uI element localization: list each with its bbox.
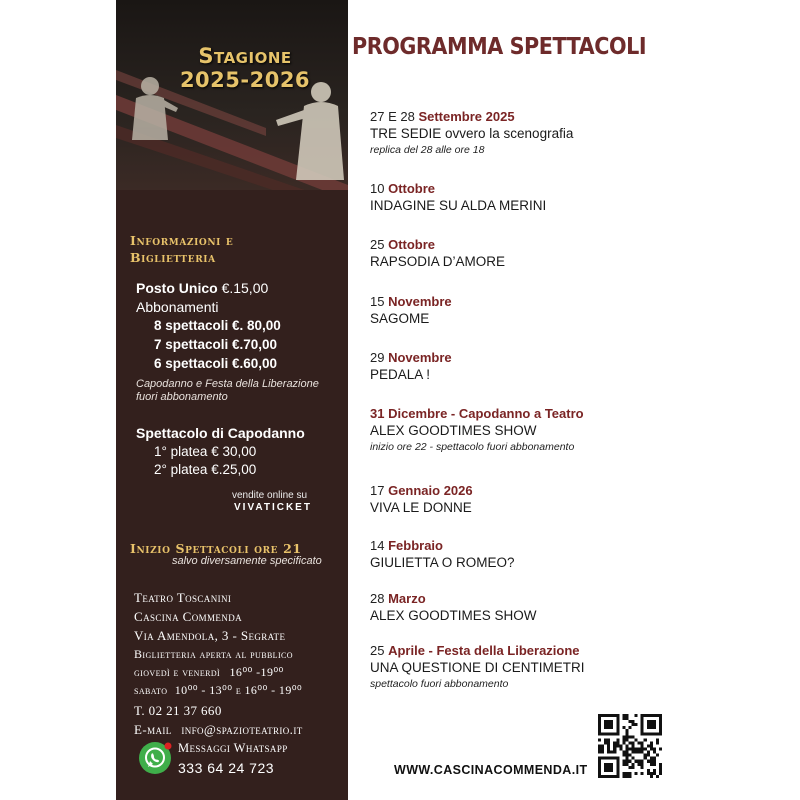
program-title: PROGRAMMA SPETTACOLI (352, 34, 647, 60)
event-item (370, 642, 680, 692)
season-line2: 2025-2026 (179, 68, 311, 92)
event-title: TRE SEDIE ovvero la scenografia (370, 126, 574, 141)
event-day: 25 (370, 237, 389, 252)
event-note: replica del 28 alle ore 18 (370, 144, 485, 156)
box-office-hours-label: Biglietteria aperta al pubblico (134, 647, 293, 661)
info-heading (130, 232, 233, 266)
event-date (370, 180, 680, 197)
hours-thu-fri (134, 665, 284, 680)
event-date (370, 537, 680, 554)
event-title: VIVA LE DONNE (370, 500, 472, 515)
event-day: 10 (370, 181, 389, 196)
venue-name: Cascina Commenda (134, 609, 242, 624)
event-month: Ottobre (388, 237, 436, 252)
abbonamento-8: 8 spettacoli €. 80,00 (154, 318, 281, 333)
email-label: E-mail (134, 722, 172, 737)
vivaticket-logo: VIVATICKET (234, 502, 312, 513)
event-month: Gennaio 2026 (388, 483, 473, 498)
event-title: SAGOME (370, 311, 430, 326)
posto-unico (136, 280, 268, 296)
posto-unico-label: Posto Unico (136, 280, 218, 296)
event-title: UNA QUESTIONE DI CENTIMETRI (370, 660, 585, 675)
event-date (370, 293, 680, 310)
address: Via Amendola, 3 - Segrate (134, 628, 286, 643)
event-title: INDAGINE SU ALDA MERINI (370, 198, 547, 213)
abbonamento-note-1: Capodanno e Festa della Liberazione (136, 378, 319, 390)
event-item (370, 482, 680, 517)
event-title: ALEX GOODTIMES SHOW (370, 423, 537, 438)
hours-sat (134, 683, 302, 698)
event-day: 17 (370, 483, 389, 498)
website-link[interactable]: WWW.CASCINACOMMENDA.IT (394, 763, 588, 777)
event-date (370, 405, 680, 422)
event-month: Ottobre (388, 181, 436, 196)
event-month: Novembre (388, 350, 452, 365)
email-row (134, 722, 303, 738)
event-title: ALEX GOODTIMES SHOW (370, 608, 537, 623)
program-panel (348, 0, 684, 800)
event-item (370, 108, 680, 158)
event-month: 31 Dicembre - Capodanno a Teatro (370, 406, 584, 421)
event-item (370, 349, 680, 384)
event-item (370, 293, 680, 328)
event-month: Novembre (388, 294, 452, 309)
event-month: Aprile - Festa della Liberazione (388, 643, 580, 658)
event-date (370, 108, 680, 125)
event-item (370, 405, 680, 455)
event-day: 28 (370, 591, 389, 606)
event-title: GIULIETTA O ROMEO? (370, 555, 515, 570)
event-date (370, 349, 680, 366)
hours-thu-fri-label: giovedì e venerdì (134, 665, 221, 679)
qr-code[interactable] (598, 714, 662, 778)
info-sidebar (116, 0, 348, 800)
abbonamento-7: 7 spettacoli €.70,00 (154, 337, 278, 352)
email-link[interactable]: info@spazioteatrio.it (181, 722, 303, 737)
vendite-online-label: vendite online su (232, 490, 308, 501)
abbonamento-note-2: fuori abbonamento (136, 391, 228, 403)
event-item (370, 590, 680, 625)
abbonamento-6: 6 spettacoli €.60,00 (154, 356, 278, 371)
event-date (370, 590, 680, 607)
season-banner (116, 0, 348, 190)
platea-1-price: 1° platea € 30,00 (154, 444, 257, 459)
abbonamenti-label: Abbonamenti (136, 299, 219, 315)
hours-sat-label: sabato (134, 683, 168, 697)
event-date (370, 236, 680, 253)
event-month: Febbraio (388, 538, 443, 553)
event-item (370, 236, 680, 271)
platea-2-price: 2° platea €.25,00 (154, 462, 257, 477)
season-title (170, 44, 320, 92)
whatsapp-label: Messaggi Whatsapp (178, 741, 288, 755)
posto-unico-price: €.15,00 (221, 280, 269, 296)
theatre-name: Teatro Toscanini (134, 590, 232, 605)
hours-sat-value: 10⁰⁰ - 13⁰⁰ e 16⁰⁰ - 19⁰⁰ (174, 683, 303, 697)
whatsapp-number[interactable]: 333 64 24 723 (178, 760, 275, 776)
event-day: 29 (370, 350, 389, 365)
event-month: Settembre 2025 (418, 109, 515, 124)
stage-photo (116, 0, 348, 190)
season-line1: Stagione (198, 44, 292, 68)
capodanno-label: Spettacolo di Capodanno (136, 425, 305, 441)
whatsapp-icon (138, 741, 172, 775)
phone-number[interactable]: T. 02 21 37 660 (134, 703, 222, 718)
event-date (370, 482, 680, 499)
event-title: RAPSODIA D’AMORE (370, 254, 506, 269)
event-day: 15 (370, 294, 389, 309)
event-month: Marzo (388, 591, 426, 606)
event-date (370, 642, 680, 659)
hours-thu-fri-value: 16⁰⁰ -19⁰⁰ (229, 665, 284, 679)
event-day: 14 (370, 538, 389, 553)
inizio-subtext: salvo diversamente specificato (172, 555, 322, 567)
info-heading-line2: Biglietteria (130, 250, 216, 265)
inizio-heading: Inizio Spettacoli ore 21 (130, 541, 302, 556)
event-note: spettacolo fuori abbonamento (370, 678, 509, 690)
event-day: 27 E 28 (370, 109, 419, 124)
event-day: 25 (370, 643, 389, 658)
event-title: PEDALA ! (370, 367, 431, 382)
event-note: inizio ore 22 - spettacolo fuori abbonamento (370, 441, 575, 453)
info-heading-line1: Informazioni e (130, 233, 234, 248)
event-item (370, 180, 680, 215)
event-item (370, 537, 680, 572)
